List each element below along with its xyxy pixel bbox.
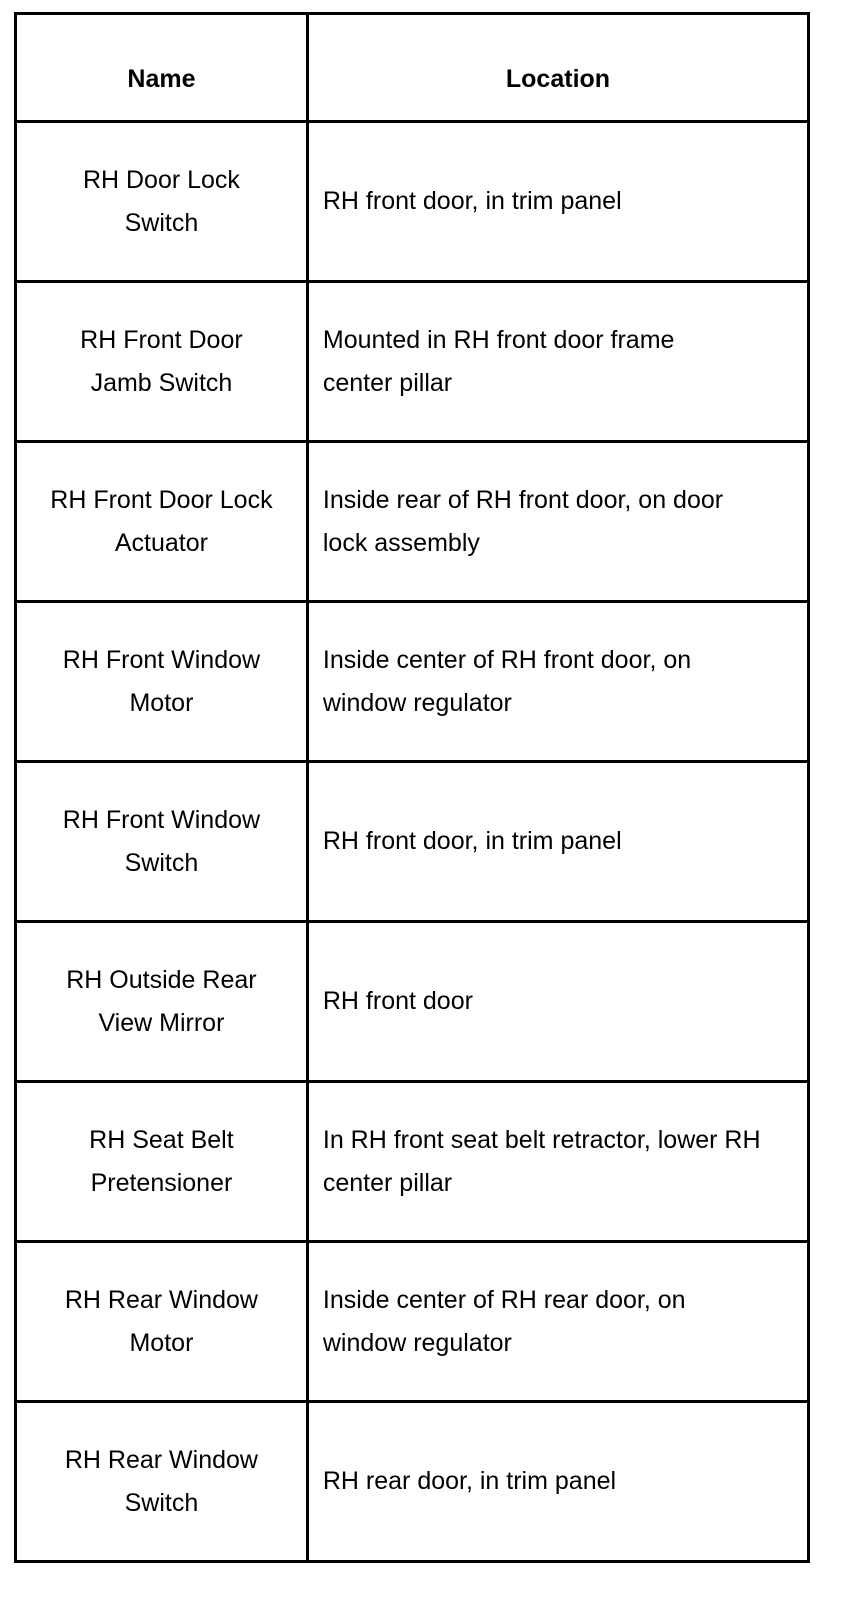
component-name: RH Rear Window Motor [17, 1243, 309, 1400]
component-name: RH Front Door Jamb Switch [17, 283, 309, 440]
table-header-row [17, 15, 810, 123]
component-name: RH Front Door Lock Actuator [17, 443, 309, 600]
component-location: Inside center of RH rear door, on window regulator [309, 1243, 810, 1400]
component-location: RH front door, in trim panel [309, 763, 810, 920]
table-row [17, 763, 810, 923]
table-row [17, 923, 810, 1083]
component-location-table [14, 12, 810, 1563]
component-location: Mounted in RH front door frame center pillar [309, 283, 810, 440]
component-name: RH Seat Belt Pretensioner [17, 1083, 309, 1240]
component-location: RH rear door, in trim panel [309, 1403, 810, 1560]
component-name: RH Door Lock Switch [17, 123, 309, 280]
table-row [17, 603, 810, 763]
table-row [17, 283, 810, 443]
component-name: RH Outside Rear View Mirror [17, 923, 309, 1080]
component-location: RH front door [309, 923, 810, 1080]
component-name: RH Rear Window Switch [17, 1403, 309, 1560]
component-name: RH Front Window Switch [17, 763, 309, 920]
component-location: RH front door, in trim panel [309, 123, 810, 280]
table-row [17, 123, 810, 283]
name-column-header: Name [17, 15, 309, 120]
component-location: Inside rear of RH front door, on door lock assembly [309, 443, 810, 600]
location-column-header: Location [309, 15, 810, 120]
component-name: RH Front Window Motor [17, 603, 309, 760]
table-row [17, 1403, 810, 1563]
component-location: In RH front seat belt retractor, lower RH center pillar [309, 1083, 810, 1240]
table-row [17, 443, 810, 603]
table-row [17, 1243, 810, 1403]
component-location: Inside center of RH front door, on window regulator [309, 603, 810, 760]
table-row [17, 1083, 810, 1243]
